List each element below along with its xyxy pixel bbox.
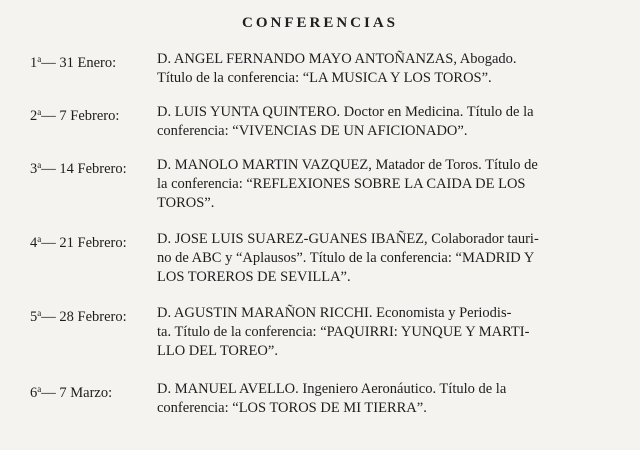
entry-line: conferencia: “VIVENCIAS DE UN AFICIONADO”. <box>157 123 468 139</box>
entry-number: 4 <box>30 235 38 251</box>
entry-date-text: — 14 Febrero: <box>41 161 127 177</box>
page-title: CONFERENCIAS <box>241 15 398 31</box>
entry-line: no de ABC y “Aplausos”. Título de la conferencia: “MADRID Y <box>157 250 535 266</box>
entry-number: 2 <box>30 108 38 124</box>
entry-ordinal: a <box>37 234 42 244</box>
entry-description <box>157 230 585 287</box>
entry-line: D. MANUEL AVELLO. Ingeniero Aeronáutico. Título de la <box>157 381 507 397</box>
entry-date-text: — 7 Febrero: <box>41 108 120 124</box>
entry-ordinal: a <box>37 160 42 170</box>
entry-line: conferencia: “LOS TOROS DE MI TIERRA”. <box>157 400 427 416</box>
entry-line: D. MANOLO MARTIN VAZQUEZ, Matador de Toros. Título de <box>157 157 538 173</box>
entry-line: la conferencia: “REFLEXIONES SOBRE LA CAIDA DE LOS <box>157 176 526 192</box>
entry-date-text: — 31 Enero: <box>41 55 117 71</box>
entry-line: LOS TOREROS DE SEVILLA”. <box>157 269 351 285</box>
entry-description <box>157 50 585 88</box>
entry-number: 6 <box>30 385 38 401</box>
entry-date <box>30 380 150 403</box>
entry-number: 3 <box>30 161 38 177</box>
entry-number: 5 <box>30 309 38 325</box>
entry-number: 1 <box>30 55 38 71</box>
entry-description <box>157 156 585 213</box>
entry-line: D. LUIS YUNTA QUINTERO. Doctor en Medicina. Título de la <box>157 104 534 120</box>
entry-description <box>157 103 585 141</box>
entry-description <box>157 380 585 418</box>
entry-date <box>30 304 150 327</box>
entry-line: LLO DEL TOREO”. <box>157 343 278 359</box>
entry-ordinal: a <box>37 107 42 117</box>
entry-date <box>30 156 150 179</box>
entry-date <box>30 50 150 73</box>
entry-description <box>157 304 585 361</box>
entry-ordinal: a <box>37 308 42 318</box>
entry-ordinal: a <box>37 384 42 394</box>
entry-date <box>30 230 150 253</box>
entry-date-text: — 28 Febrero: <box>41 309 127 325</box>
entry-line: D. ANGEL FERNANDO MAYO ANTOÑANZAS, Abogado. <box>157 51 517 67</box>
entry-line: D. JOSE LUIS SUAREZ-GUANES IBAÑEZ, Colaborador tauri- <box>157 231 539 247</box>
entry-date <box>30 103 150 126</box>
entry-line: TOROS”. <box>157 195 215 211</box>
entry-ordinal: a <box>37 54 42 64</box>
entry-date-text: — 7 Marzo: <box>41 385 113 401</box>
entry-line: Título de la conferencia: “LA MUSICA Y LOS TOROS”. <box>157 70 492 86</box>
entry-date-text: — 21 Febrero: <box>41 235 127 251</box>
entry-line: D. AGUSTIN MARAÑON RICCHI. Economista y Periodis- <box>157 305 512 321</box>
entry-line: ta. Título de la conferencia: “PAQUIRRI: YUNQUE Y MARTI- <box>157 324 530 340</box>
